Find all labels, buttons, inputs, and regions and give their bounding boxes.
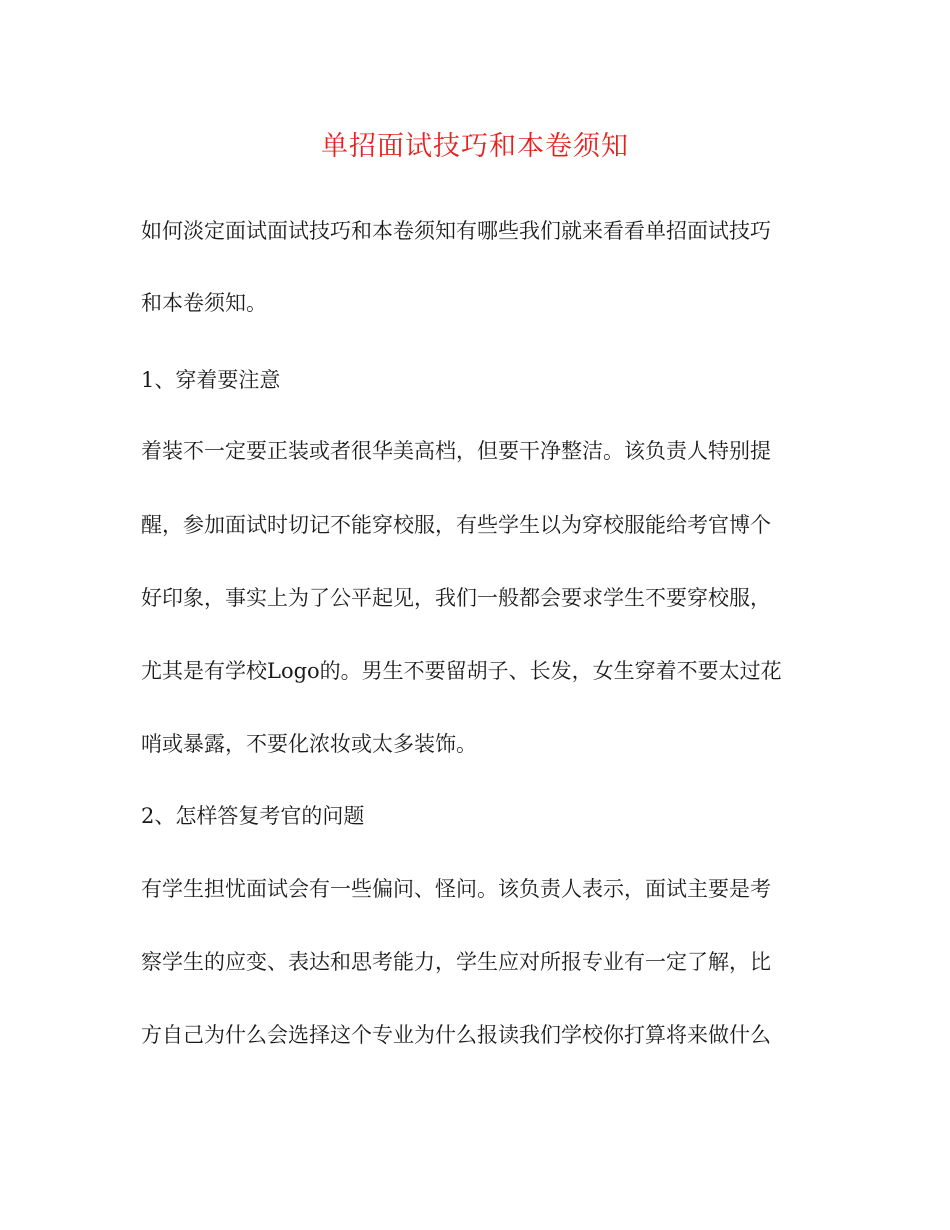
body-line-s2-3: 方自己为什么会选择这个专业为什么报读我们学校你打算将来做什么 [141,1023,771,1047]
section-heading-1: 1、穿着要注意 [141,368,281,392]
body-line-s2-2: 察学生的应变、表达和思考能力，学生应对所报专业有一定了解，比 [141,950,771,974]
body-line-s1-4: 尤其是有学校Logo的。男生不要留胡子、长发，女生穿着不要太过花 [141,659,782,683]
section-heading-2: 2、怎样答复考官的问题 [141,804,365,828]
body-line-s1-5: 哨或暴露，不要化浓妆或太多装饰。 [141,732,477,756]
body-line-intro-2: 和本卷须知。 [141,291,267,315]
body-line-s1-1: 着装不一定要正装或者很华美高档，但要干净整洁。该负责人特别提 [141,439,771,463]
body-line-s1-3: 好印象，事实上为了公平起见，我们一般都会要求学生不要穿校服， [141,586,771,610]
body-line-s1-2: 醒，参加面试时切记不能穿校服，有些学生以为穿校服能给考官博个 [141,513,771,537]
body-line-intro-1: 如何淡定面试面试技巧和本卷须知有哪些我们就来看看单招面试技巧 [141,219,771,243]
body-line-s2-1: 有学生担忧面试会有一些偏问、怪问。该负责人表示，面试主要是考 [141,877,771,901]
document-title: 单招面试技巧和本卷须知 [321,131,629,162]
